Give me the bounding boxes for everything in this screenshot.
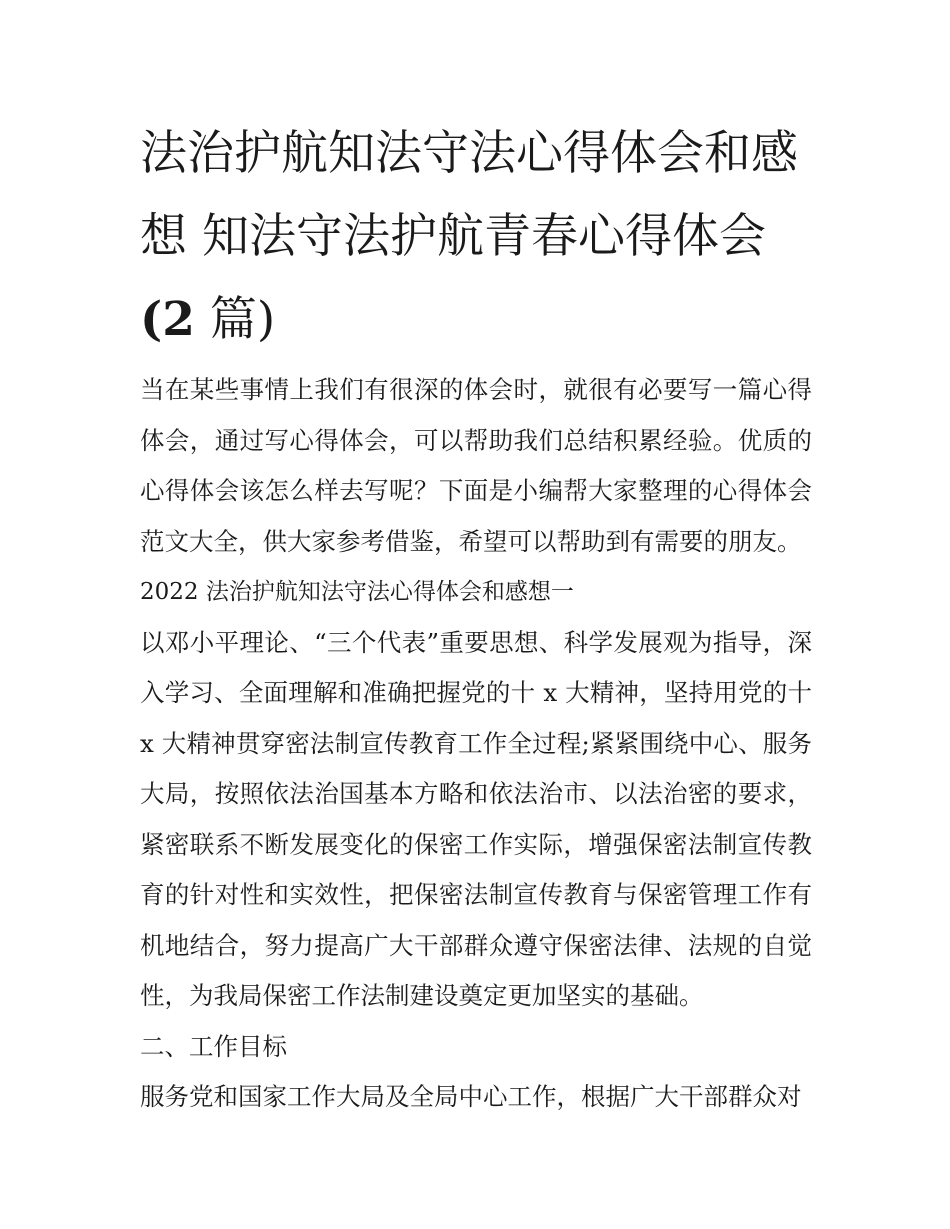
section-heading: 2022 法治护航知法守法心得体会和感想一 bbox=[140, 579, 574, 605]
document-title bbox=[140, 112, 812, 361]
title-count-suffix: 篇) bbox=[194, 292, 276, 347]
work-goals-paragraph: 服务党和国家工作大局及全局中心工作，根据广大干部群众对 bbox=[140, 1082, 802, 1111]
intro-paragraph: 当在某些事情上我们有很深的体会时，就很有必要写一篇心得体会，通过写心得体会，可以帮助我们总结积累经验。优质的心得体会该怎么样去写呢？下面是小编帮大家整理的心得体会范文大全，供大家参考借鉴，希望可以帮助到有需要的朋友。 bbox=[140, 375, 812, 556]
document-content bbox=[140, 365, 812, 1123]
document-body bbox=[140, 112, 812, 1123]
work-goals-heading: 二、工作目标 bbox=[140, 1031, 287, 1061]
guiding-ideology-paragraph: 以邓小平理论、“三个代表”重要思想、科学发展观为指导，深入学习、全面理解和准确把握党的十 x 大精神，坚持用党的十 x 大精神贯穿密法制宣传教育工作全过程;紧紧围绕中心、服务大局，按照依法治国基本方略和依法治市、以法治密的要求，紧密联系不断发展变化的保密工作实际，增强保密法制宣传教育的针对性和实效性，把保密法制宣传教育与保密管理工作有机地结合，努力提高广大干部群众遵守保密法律、法规的自觉性，为我局保密工作法制建设奠定更加坚实的基础。 bbox=[140, 627, 812, 1010]
title-count-bold: (2 bbox=[140, 292, 195, 347]
title-text: 法治护航知法守法心得体会和感想 知法守法护航青春心得体会 bbox=[140, 126, 798, 264]
